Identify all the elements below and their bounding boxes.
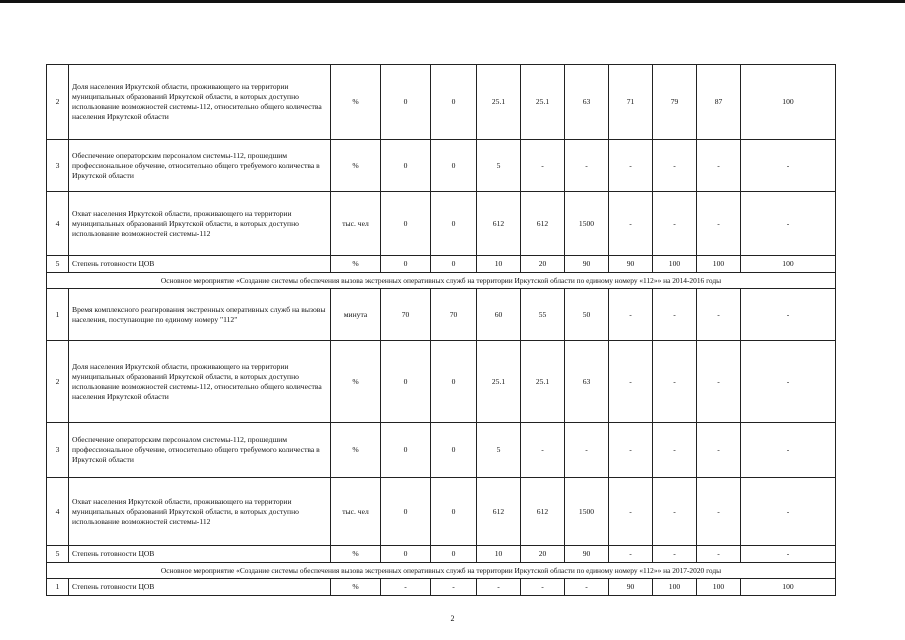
- row-number: 5: [47, 256, 69, 273]
- table-row: [47, 192, 836, 256]
- table-body: [47, 65, 836, 596]
- value-cell: -: [741, 478, 836, 546]
- unit-cell: минута: [331, 289, 381, 341]
- value-cell: -: [565, 423, 609, 478]
- value-cell: -: [697, 546, 741, 563]
- value-cell: 60: [477, 289, 521, 341]
- value-cell: 100: [653, 256, 697, 273]
- value-cell: -: [609, 478, 653, 546]
- value-cell: -: [565, 579, 609, 596]
- value-cell: -: [609, 289, 653, 341]
- value-cell: -: [381, 579, 431, 596]
- value-cell: -: [697, 289, 741, 341]
- value-cell: 612: [521, 478, 565, 546]
- unit-cell: %: [331, 546, 381, 563]
- unit-cell: %: [331, 579, 381, 596]
- value-cell: -: [741, 192, 836, 256]
- indicator-name: Степень готовности ЦОВ: [69, 546, 331, 563]
- section-title: Основное мероприятие «Создание системы обеспечения вызова экстренных оперативных служб на территории Иркутской области по единому номеру «112»» на 2014-2016 годы: [47, 273, 836, 289]
- row-number: 2: [47, 341, 69, 423]
- value-cell: -: [741, 341, 836, 423]
- indicator-name: Доля населения Иркутской области, проживающего на территории муниципальных образований Иркутской области, в которых доступно использование возможностей системы-112, относительно общего количества населения Иркутской области: [69, 65, 331, 140]
- unit-cell: %: [331, 256, 381, 273]
- unit-cell: %: [331, 341, 381, 423]
- value-cell: 0: [381, 140, 431, 192]
- table-row: [47, 341, 836, 423]
- value-cell: 612: [521, 192, 565, 256]
- page-number: 2: [450, 614, 455, 623]
- value-cell: -: [521, 579, 565, 596]
- value-cell: 612: [477, 192, 521, 256]
- value-cell: -: [653, 140, 697, 192]
- value-cell: 0: [431, 65, 477, 140]
- value-cell: 100: [653, 579, 697, 596]
- value-cell: 90: [565, 546, 609, 563]
- value-cell: -: [697, 140, 741, 192]
- value-cell: 63: [565, 341, 609, 423]
- row-number: 4: [47, 478, 69, 546]
- indicator-name: Охват населения Иркутской области, проживающего на территории муниципальных образований Иркутской области, в которых доступно использование возможностей системы-112: [69, 478, 331, 546]
- value-cell: 612: [477, 478, 521, 546]
- value-cell: 25.1: [477, 341, 521, 423]
- section-title: Основное мероприятие «Создание системы обеспечения вызова экстренных оперативных служб на территории Иркутской области по единому номеру «112»» на 2017-2020 годы: [47, 563, 836, 579]
- unit-cell: %: [331, 140, 381, 192]
- row-number: 1: [47, 579, 69, 596]
- value-cell: 0: [431, 256, 477, 273]
- value-cell: 25.1: [521, 341, 565, 423]
- value-cell: -: [609, 423, 653, 478]
- value-cell: 0: [381, 546, 431, 563]
- value-cell: 0: [431, 192, 477, 256]
- value-cell: -: [477, 579, 521, 596]
- value-cell: 0: [381, 478, 431, 546]
- value-cell: 79: [653, 65, 697, 140]
- value-cell: -: [697, 423, 741, 478]
- value-cell: 63: [565, 65, 609, 140]
- table-row: [47, 140, 836, 192]
- value-cell: 0: [381, 65, 431, 140]
- value-cell: 100: [697, 256, 741, 273]
- value-cell: -: [521, 423, 565, 478]
- value-cell: -: [653, 289, 697, 341]
- value-cell: 100: [697, 579, 741, 596]
- indicator-name: Степень готовности ЦОВ: [69, 256, 331, 273]
- value-cell: 0: [431, 423, 477, 478]
- value-cell: -: [653, 341, 697, 423]
- value-cell: 0: [381, 341, 431, 423]
- table-row: [47, 579, 836, 596]
- value-cell: 50: [565, 289, 609, 341]
- value-cell: 25.1: [477, 65, 521, 140]
- value-cell: 20: [521, 256, 565, 273]
- value-cell: -: [521, 140, 565, 192]
- value-cell: 1500: [565, 192, 609, 256]
- table-row: [47, 289, 836, 341]
- value-cell: -: [741, 546, 836, 563]
- value-cell: 0: [381, 192, 431, 256]
- value-cell: -: [565, 140, 609, 192]
- value-cell: 100: [741, 256, 836, 273]
- value-cell: 0: [431, 140, 477, 192]
- section-header-row: [47, 563, 836, 579]
- value-cell: 70: [431, 289, 477, 341]
- value-cell: 90: [565, 256, 609, 273]
- table-row: [47, 546, 836, 563]
- table-row: [47, 65, 836, 140]
- row-number: 3: [47, 140, 69, 192]
- value-cell: 90: [609, 579, 653, 596]
- value-cell: 90: [609, 256, 653, 273]
- value-cell: 55: [521, 289, 565, 341]
- indicator-name: Охват населения Иркутской области, проживающего на территории муниципальных образований Иркутской области, в которых доступно использование возможностей системы-112: [69, 192, 331, 256]
- scan-top-border: [0, 0, 905, 3]
- value-cell: -: [697, 341, 741, 423]
- row-number: 5: [47, 546, 69, 563]
- indicator-name: Доля населения Иркутской области, проживающего на территории муниципальных образований Иркутской области, в которых доступно использование возможностей системы-112, относительно общего количества населения Иркутской области: [69, 341, 331, 423]
- value-cell: 10: [477, 546, 521, 563]
- value-cell: -: [431, 579, 477, 596]
- value-cell: -: [653, 478, 697, 546]
- value-cell: -: [697, 478, 741, 546]
- indicator-name: Обеспечение операторским персоналом системы-112, прошедшим профессиональное обучение, относительно общего требуемого количества в Иркутской области: [69, 423, 331, 478]
- value-cell: -: [741, 289, 836, 341]
- unit-cell: %: [331, 423, 381, 478]
- value-cell: 10: [477, 256, 521, 273]
- indicator-name: Степень готовности ЦОВ: [69, 579, 331, 596]
- unit-cell: тыс. чел: [331, 478, 381, 546]
- value-cell: 20: [521, 546, 565, 563]
- table-row: [47, 256, 836, 273]
- value-cell: 0: [431, 546, 477, 563]
- value-cell: 0: [381, 256, 431, 273]
- table-row: [47, 478, 836, 546]
- row-number: 4: [47, 192, 69, 256]
- indicator-name: Обеспечение операторским персоналом системы-112, прошедшим профессиональное обучение, относительно общего требуемого количества в Иркутской области: [69, 140, 331, 192]
- value-cell: -: [609, 140, 653, 192]
- value-cell: 87: [697, 65, 741, 140]
- indicator-name: Время комплексного реагирования экстренных оперативных служб на вызовы населения, поступающие по единому номеру "112": [69, 289, 331, 341]
- table-row: [47, 423, 836, 478]
- value-cell: 71: [609, 65, 653, 140]
- value-cell: 0: [381, 423, 431, 478]
- unit-cell: тыс. чел: [331, 192, 381, 256]
- unit-cell: %: [331, 65, 381, 140]
- value-cell: 70: [381, 289, 431, 341]
- value-cell: -: [609, 546, 653, 563]
- value-cell: -: [609, 341, 653, 423]
- value-cell: 5: [477, 140, 521, 192]
- row-number: 2: [47, 65, 69, 140]
- section-header-row: [47, 273, 836, 289]
- value-cell: 0: [431, 478, 477, 546]
- value-cell: -: [653, 192, 697, 256]
- value-cell: 100: [741, 65, 836, 140]
- value-cell: -: [741, 423, 836, 478]
- value-cell: -: [697, 192, 741, 256]
- indicators-table: [46, 64, 836, 596]
- value-cell: 0: [431, 341, 477, 423]
- value-cell: -: [609, 192, 653, 256]
- row-number: 1: [47, 289, 69, 341]
- value-cell: 25.1: [521, 65, 565, 140]
- value-cell: -: [653, 423, 697, 478]
- value-cell: 100: [741, 579, 836, 596]
- value-cell: 1500: [565, 478, 609, 546]
- value-cell: -: [653, 546, 697, 563]
- row-number: 3: [47, 423, 69, 478]
- value-cell: 5: [477, 423, 521, 478]
- value-cell: -: [741, 140, 836, 192]
